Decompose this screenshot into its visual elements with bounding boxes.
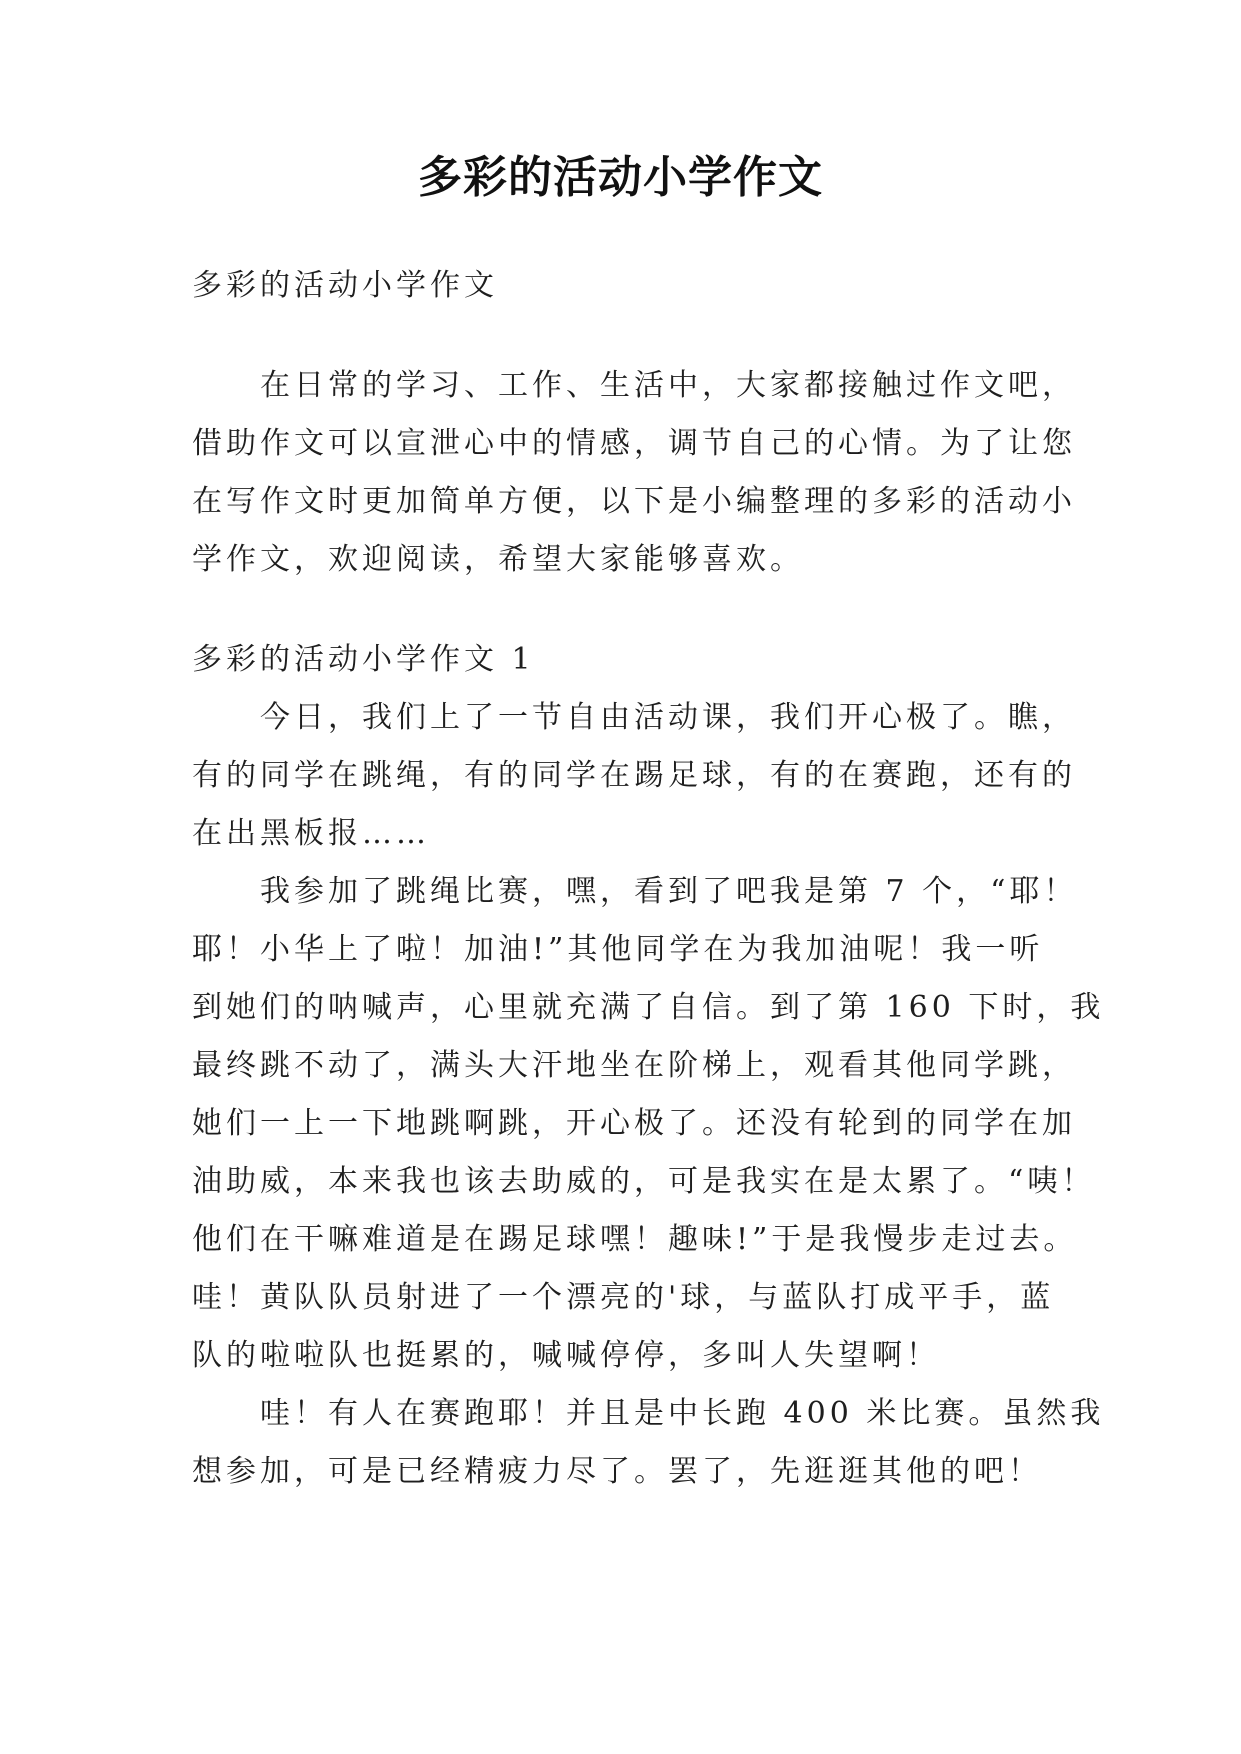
paragraph-line: 最终跳不动了，满头大汗地坐在阶梯上，观看其他同学跳，: [192, 1048, 1076, 1083]
paragraph-line: 在出黑板报……: [192, 816, 430, 851]
section-heading: 多彩的活动小学作文 1: [192, 642, 535, 677]
intro-line: 在写作文时更加简单方便，以下是小编整理的多彩的活动小: [192, 484, 1076, 519]
intro-line: 借助作文可以宣泄心中的情感，调节自己的心情。为了让您: [192, 426, 1076, 461]
paragraph-line: 今日，我们上了一节自由活动课，我们开心极了。瞧，: [260, 700, 1076, 735]
paragraph-line: 她们一上一下地跳啊跳，开心极了。还没有轮到的同学在加: [192, 1106, 1076, 1141]
paragraph-line: 哇！有人在赛跑耶！并且是中长跑 400 米比赛。虽然我: [260, 1396, 1105, 1431]
paragraph-line: 耶！小华上了啦！加油!”其他同学在为我加油呢！我一听: [192, 932, 1044, 967]
intro-line: 在日常的学习、工作、生活中，大家都接触过作文吧，: [260, 368, 1076, 403]
document-subtitle: 多彩的活动小学作文: [192, 268, 498, 303]
paragraph-line: 哇！黄队队员射进了一个漂亮的'球，与蓝队打成平手，蓝: [192, 1280, 1055, 1315]
intro-line: 学作文，欢迎阅读，希望大家能够喜欢。: [192, 542, 804, 577]
paragraph-line: 队的啦啦队也挺累的，喊喊停停，多叫人失望啊！: [192, 1338, 940, 1373]
paragraph-line: 到她们的呐喊声，心里就充满了自信。到了第 160 下时，我: [192, 990, 1105, 1025]
paragraph-line: 想参加，可是已经精疲力尽了。罢了，先逛逛其他的吧！: [192, 1454, 1042, 1489]
paragraph-line: 他们在干嘛难道是在踢足球嘿！趣味!”于是我慢步走过去。: [192, 1222, 1078, 1257]
paragraph-line: 我参加了跳绳比赛，嘿，看到了吧我是第 7 个，“耶！: [260, 874, 1078, 909]
paragraph-line: 有的同学在跳绳，有的同学在踢足球，有的在赛跑，还有的: [192, 758, 1076, 793]
document-body: [192, 0, 1105, 1754]
paragraph-line: 油助威，本来我也该去助威的，可是我实在是太累了。“咦！: [192, 1164, 1096, 1199]
document-title: 多彩的活动小学作文: [418, 152, 823, 203]
